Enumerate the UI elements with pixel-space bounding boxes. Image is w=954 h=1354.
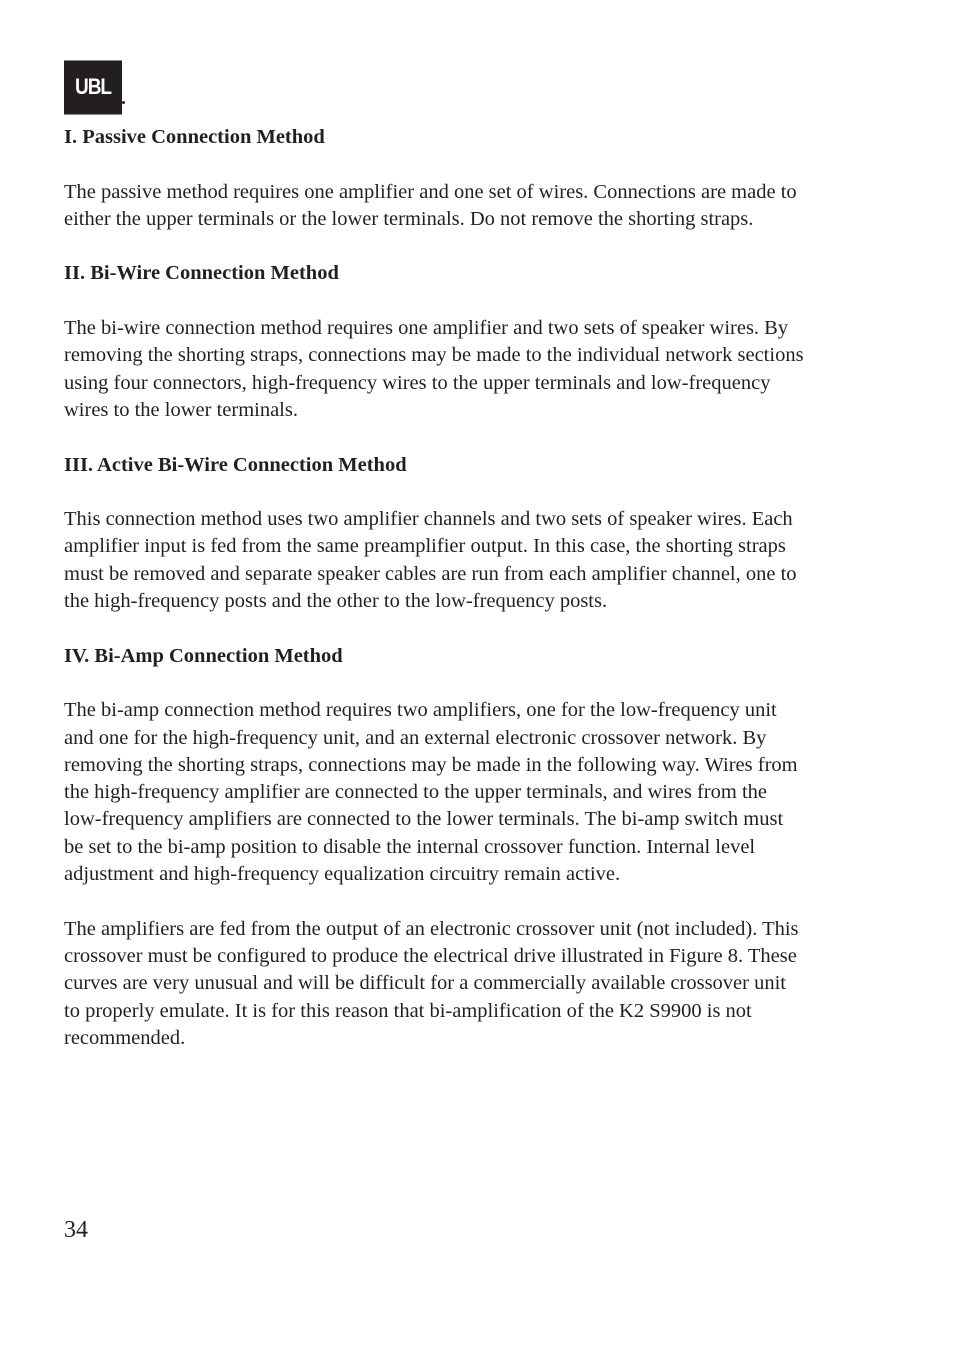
document-body: [64, 124, 804, 1079]
section-heading: II. Bi-Wire Connection Method: [64, 262, 339, 285]
section-paragraph: The passive method requires one amplifier and one set of wires. Connections are made to either the upper terminals or the lower terminals. Do not remove the shorting straps.: [64, 180, 797, 230]
registered-mark-dot: [122, 101, 125, 104]
section-passive: [64, 124, 804, 233]
logo-text: UBL: [74, 74, 112, 99]
page-number: 34: [64, 1217, 88, 1243]
section-bi-wire: [64, 260, 804, 424]
section-heading: I. Passive Connection Method: [64, 126, 325, 148]
section-paragraph: The bi-wire connection method requires one amplifier and two sets of speaker wires. By removing the shorting straps, connections may be made to the individual network sections using four connectors, high-frequency wires to the upper terminals and low-frequency wires to the lower terminals.: [64, 317, 804, 421]
section-heading: III. Active Bi-Wire Connection Method: [64, 453, 407, 476]
section-paragraph: The bi-amp connection method requires two amplifiers, one for the low-frequency unit and one for the high-frequency unit, and an external electronic crossover network. By removing the shorting straps, connections may be made in the following way. Wires from the high-frequency amplifier are connected to the upper terminals, and wires from the low-frequency amplifiers are connected to the lower terminals. The bi-amp switch must be set to the bi-amp position to disable the internal crossover function. Internal level adjustment and high-frequency equalization circuitry remain active.: [64, 699, 798, 886]
section-bi-amp: [64, 643, 804, 1052]
section-active-bi-wire: [64, 452, 804, 616]
jbl-logo: [64, 60, 122, 114]
section-paragraph: This connection method uses two amplifier channels and two sets of speaker wires. Each amplifier input is fed from the same preamplifier output. In this case, the shorting straps must be removed and separate speaker cables are run from each amplifier channel, one to the high-frequency posts and the other to the low-frequency posts.: [64, 508, 797, 613]
section-paragraph: The amplifiers are fed from the output of an electronic crossover unit (not included). This crossover must be configured to produce the electrical drive illustrated in Figure 8. These curves are very unusual and will be difficult for a commercially available crossover unit to properly emulate. It is for this reason that bi-amplification of the K2 S9900 is not recommended.: [64, 917, 799, 1049]
section-heading: IV. Bi-Amp Connection Method: [64, 644, 343, 667]
